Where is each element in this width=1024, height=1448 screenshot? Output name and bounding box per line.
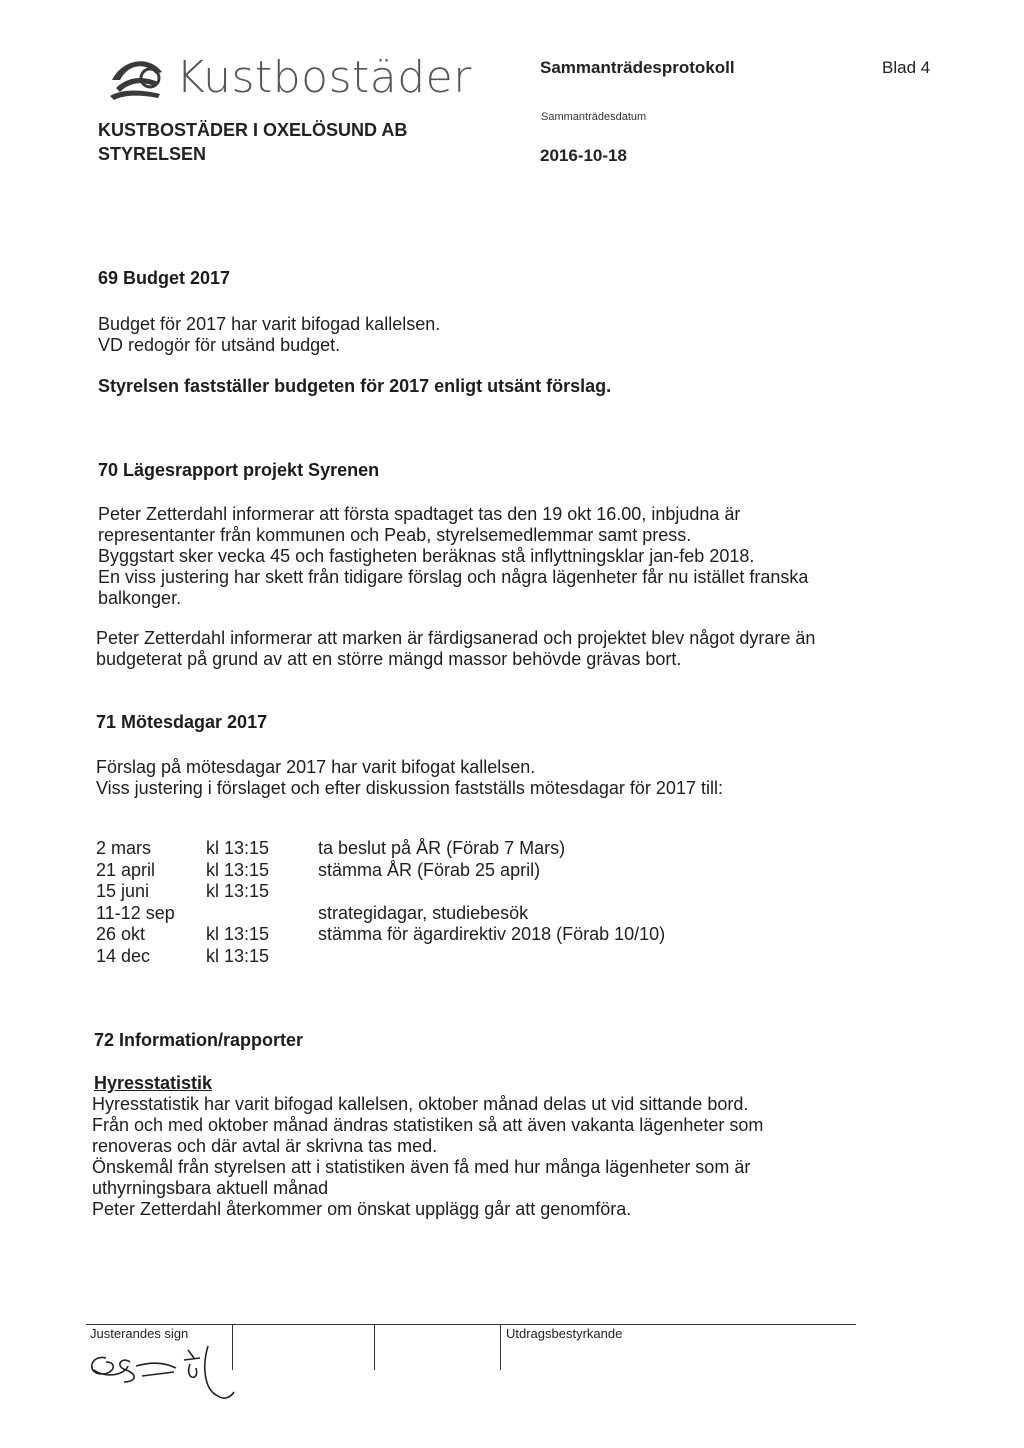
schedule-date: 2 mars	[96, 838, 152, 858]
schedule-note: ta beslut på ÅR (Förab 7 Mars)	[318, 838, 566, 858]
meeting-date-label: Sammanträdesdatum	[541, 111, 647, 123]
document-title: Sammanträdesprotokoll	[540, 58, 735, 77]
section-72-body	[92, 1094, 763, 1220]
schedule-date: 11-12 sep	[96, 902, 175, 923]
schedule-date: 26 okt	[96, 924, 146, 944]
section-70-paragraph-2	[96, 628, 815, 670]
paragraph-line: Hyresstatistik har varit bifogad kallelsen, oktober månad delas ut vid sittande bord.	[92, 1094, 749, 1114]
paragraph-line: Peter Zetterdahl återkommer om önskat upplägg går att genomföra.	[92, 1199, 632, 1219]
company-logo	[104, 50, 472, 106]
footer-rule	[86, 1324, 856, 1325]
logo-wordmark: Kustbostäder	[176, 52, 472, 103]
paragraph-line: Önskemål från styrelsen att i statistiken även få med hur många lägenheter som är	[92, 1157, 751, 1177]
schedule-time: kl 13:15	[206, 881, 270, 901]
schedule-time: kl 13:15	[206, 924, 270, 944]
section-71-line-1: Förslag på mötesdagar 2017 har varit bifogat kallelsen.	[96, 757, 536, 777]
schedule-time: kl 13:15	[206, 838, 270, 858]
paragraph-line: Byggstart sker vecka 45 och fastigheten beräknas stå inflyttningsklar jan-feb 2018.	[98, 546, 755, 566]
meeting-date: 2016-10-18	[540, 146, 627, 165]
schedule-date: 15 juni	[96, 881, 150, 901]
schedule-note: stämma ÅR (Förab 25 april)	[318, 859, 541, 880]
schedule-date: 21 april	[96, 859, 156, 880]
extract-label: Utdragsbestyrkande	[506, 1326, 623, 1341]
section-72-subheading: Hyresstatistik	[94, 1073, 213, 1093]
paragraph-line: Från och med oktober månad ändras statistiken så att även vakanta lägenheter som	[92, 1115, 764, 1135]
section-69-line-1: Budget för 2017 har varit bifogad kallelsen.	[98, 314, 441, 334]
paragraph-line: En viss justering har skett från tidigare förslag och några lägenheter får nu istället franska	[98, 567, 809, 587]
section-69-line-2: VD redogör för utsänd budget.	[98, 335, 341, 355]
section-71-line-2: Viss justering i förslaget och efter diskussion fastställs mötesdagar för 2017 till:	[96, 778, 723, 798]
section-72-heading: 72 Information/rapporter	[94, 1030, 304, 1050]
organization-body: STYRELSEN	[98, 144, 207, 164]
footer-divider	[374, 1324, 375, 1370]
footer-divider	[500, 1324, 501, 1370]
schedule-date: 14 dec	[96, 945, 151, 966]
schedule-time: kl 13:15	[206, 945, 270, 966]
schedule-time: kl 13:15	[206, 859, 270, 880]
organization-name: KUSTBOSTÄDER I OXELÖSUND AB	[98, 120, 408, 140]
section-70-heading: 70 Lägesrapport projekt Syrenen	[98, 460, 380, 480]
handwritten-initials-signature	[84, 1336, 244, 1416]
paragraph-line: Peter Zetterdahl informerar att första spadtaget tas den 19 okt 16.00, inbjudna är	[98, 504, 741, 524]
page-number: Blad 4	[882, 58, 931, 77]
paragraph-line: representanter från kommunen och Peab, styrelsemedlemmar samt press.	[98, 525, 692, 545]
schedule-note: stämma för ägardirektiv 2018 (Förab 10/10)	[318, 924, 666, 944]
sign-label: Justerandes sign	[90, 1326, 189, 1341]
paragraph-line: budgeterat på grund av att en större mängd massor behövde grävas bort.	[96, 649, 682, 669]
paragraph-line: renoveras och där avtal är skrivna tas med.	[92, 1136, 438, 1156]
paragraph-line: Peter Zetterdahl informerar att marken är färdigsanerad och projektet blev något dyrare än	[96, 628, 816, 648]
wave-roof-logo-icon	[104, 50, 174, 106]
paragraph-line: uthyrningsbara aktuell månad	[92, 1178, 329, 1198]
section-69-decision: Styrelsen fastställer budgeten för 2017 enligt utsänt förslag.	[98, 376, 612, 396]
section-70-paragraph-1	[98, 504, 808, 609]
section-69-heading: 69 Budget 2017	[98, 268, 231, 288]
paragraph-line: balkonger.	[98, 588, 182, 608]
schedule-note: strategidagar, studiebesök	[318, 902, 529, 923]
section-71-heading: 71 Mötesdagar 2017	[96, 712, 268, 732]
